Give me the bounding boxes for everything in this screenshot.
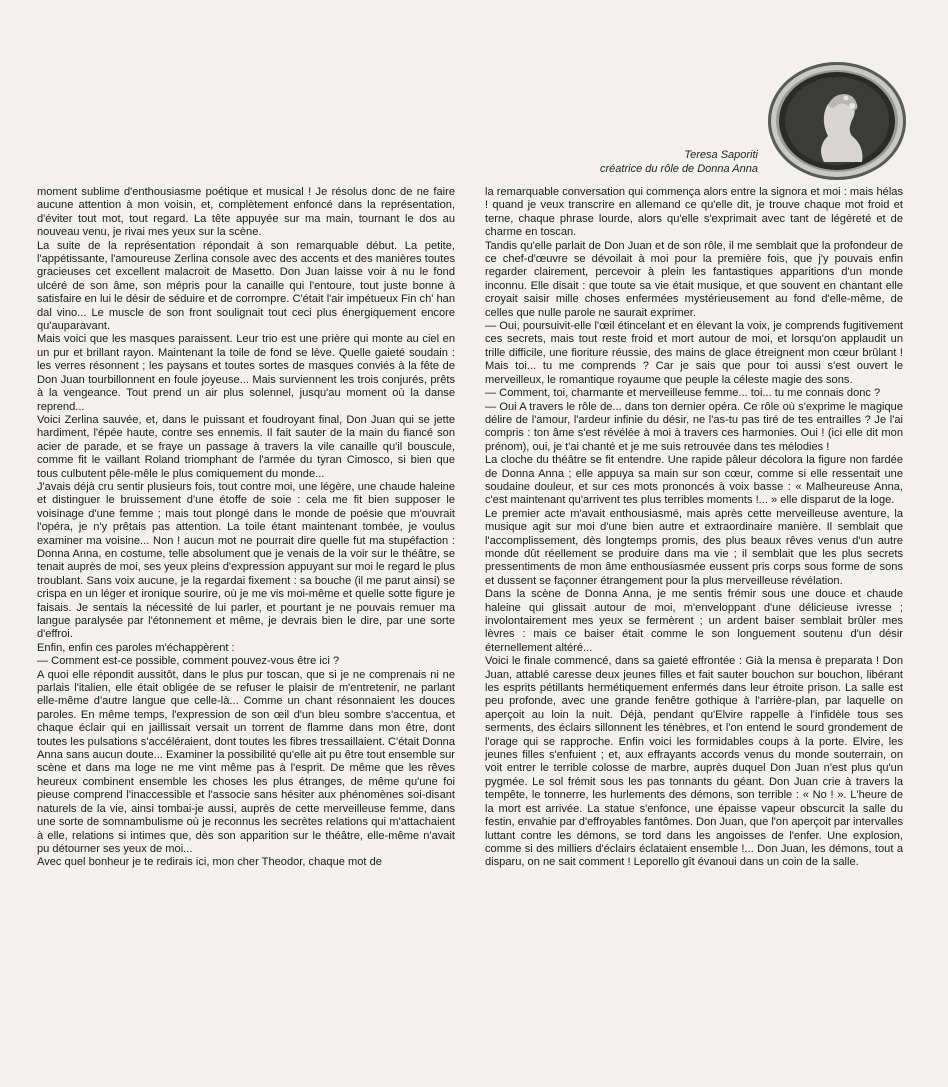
paragraph: La suite de la représentation répondait à son remarquable début. La petite, l'appétissante, l'amoureuse Zerlina console avec des accents et des manières toutes gracieuses cet excellent malacroit de Masetto. Don Juan laisse voir à nu le fond ulcéré de son âme, son mépris pour la canaille qui l'entoure, tout juste bonne à satisfaire en lui le désir de séduire et de corrompre. C'était l'air impétueux Fin ch' han dal vino... Le muscle de son front soulignait tout ceci plus énergiquement encore qu'auparavant.	[37, 239, 455, 333]
paragraph: la remarquable conversation qui commença alors entre la signora et moi : mais hélas ! quand je veux transcrire en allemand ce qu'elle dit, je trouve chaque mot froid et terne, chaque phrase lourde, alors qu'elle s'exprimait avec tant de légèreté et de charme en toscan.	[485, 186, 903, 239]
portrait-image	[768, 62, 906, 180]
caption-role: créatrice du rôle de Donna Anna	[600, 163, 758, 175]
paragraph: La cloche du théâtre se fit entendre. Une rapide pâleur décolora la figure non fardée de Donna Anna ; elle appuya sa main sur son cœur, comme si elle ressentait une soudaine douleur, et sur ces mots prononcés à voix basse : « Malheureuse Anna, c'est maintenant qu'arrivent tes plus terribles moments !... » elle disparut de la loge.	[485, 454, 903, 507]
paragraph: — Oui, poursuivit-elle l'œil étincelant et en élevant la voix, je comprends fugitivement ces secrets, mais tout reste froid et mort autour de moi, et lorsqu'on applaudit un trille difficile, une fioriture réussie, des mains de glace étreignent mon cœur brûlant ! Mais toi... tu me comprends ? Car je sais que pour toi aussi s'est ouvert le merveilleux, le romantique royaume que peuple la céleste magie des sons.	[485, 320, 903, 386]
paragraph: — Comment est-ce possible, comment pouvez-vous être ici ?	[37, 655, 340, 668]
paragraph: moment sublime d'enthousiasme poétique et musical ! Je résolus donc de ne faire aucune attention à mon voisin, et, complètement enfoncé dans la représentation, d'éviter tout mot, tout regard. La tête appuyée sur ma main, tournant le dos au nouveau venu, je rivai mes yeux sur la scène.	[37, 186, 455, 239]
paragraph: Tandis qu'elle parlait de Don Juan et de son rôle, il me semblait que la profondeur de ce chef-d'œuvre se dévoilait à moi pour la première fois, que j'y pouvais enfin regarder clairement, percevoir à plein les fantastiques apparitions d'un monde inconnu. Elle disait : que toute sa vie était musique, et que souvent en chantant elle croyait saisir mille choses enfermées mystérieusement au fond d'elle-même, de celles que nulle parole ne saurait exprimer.	[485, 239, 903, 319]
portrait-caption	[498, 148, 758, 176]
caption-name: Teresa Saporiti	[684, 149, 758, 161]
paragraph: A quoi elle répondit aussitôt, dans le plus pur toscan, que si je ne comprenais ni ne parlais l'italien, elle était obligée de se refuser le plaisir de m'entretenir, ne parlant elle-même d'autre langue que celle-là... Comme un chant résonnaient les douces paroles. En même temps, l'expression de son œil d'un bleu sombre s'accentua, et chaque éclair qui en jaillissait versait un torrent de flamme dans mon être, dont toutes les pulsations s'accéléraient, dont toutes les fibres tressaillaient. C'était Donna Anna sans aucun doute... Examiner la possibilité qu'elle ait pu être tout ensemble sur scène et dans ma loge ne me vint même pas à l'esprit. De même que les rêves heureux combinent ensemble les choses les plus étranges, de même qu'une foi pieuse comprend l'inaccessible et l'associe sans hésiter aux phénomènes soi-disant naturels de la vie, ainsi tombai-je aussi, auprès de cette merveilleuse femme, dans une sorte de somnambulisme où je reconnus les secrètes relations qui m'attachaient à elle, relations si intimes que, dès son apparition sur le théâtre, elle-même n'avait pu détourner ses yeux de moi...	[37, 668, 455, 855]
paragraph: Dans la scène de Donna Anna, je me sentis frémir sous une douce et chaude haleine qui glissait autour de moi, m'enveloppant d'une délicieuse ivresse ; involontairement mes yeux se fermèrent ; un ardent baiser semblait brûler mes lèvres : mais ce baiser était comme le son longuement soutenu d'un désir éternellement altéré...	[485, 588, 903, 654]
paragraph: Le premier acte m'avait enthousiasmé, mais après cette merveilleuse aventure, la musique agit sur moi d'une bien autre et extraordinaire manière. Il semblait que l'accomplissement, dès longtemps promis, des plus beaux rêves venus d'un autre monde dût réellement se produire dans ma vie ; il semblait que les plus secrets pressentiments de mon âme enthousiasmée eussent pris corps sous forme de sons et dussent se façonner étrangement pour la plus merveilleuse révélation.	[485, 507, 903, 587]
paragraph: Voici Zerlina sauvée, et, dans le puissant et foudroyant final, Don Juan qui se jette hardiment, l'épée haute, contre ses ennemis. Il fait sauter de la main du fiancé son acier de parade, et se fraye un passage à travers la vile canaille qu'il bouscule, comme fit le vaillant Roland triomphant de l'armée du tyran Cimosco, si bien que tous culbutent pêle-mêle le plus comiquement du monde...	[37, 413, 455, 480]
paragraph: — Comment, toi, charmante et merveilleuse femme... toi... tu me connais donc ?	[485, 387, 881, 400]
paragraph: Enfin, enfin ces paroles m'échappèrent :	[37, 641, 235, 654]
portrait-medallion	[768, 62, 906, 180]
left-column	[37, 186, 455, 870]
paragraph: Mais voici que les masques paraissent. Leur trio est une prière qui monte au ciel en un pur et brillant rayon. Maintenant la toile de fond se lève. Quelle gaieté soudain : les verres résonnent ; les paysans et toutes sortes de masques conviés à la fête de Don Juan tourbillonnent en foule joyeuse... Mais surviennent les trois conjurés, prêts à la vengeance. Tout prend un air plus solennel, jusqu'au moment où la danse reprend...	[37, 333, 455, 413]
right-column	[485, 186, 903, 870]
paragraph: Voici le finale commencé, dans sa gaieté effrontée : Già la mensa è preparata ! Don Juan, attablé caresse deux jeunes filles et fait sauter bouchon sur bouchon, libérant les esprits pétillants hermétiquement enfermés dans leur étroite prison. La salle est peu profonde, avec une grande fenêtre gothique à l'arrière-plan, par laquelle on aperçoit au loin la nuit. Déjà, pendant qu'Elvire rappelle à l'infidèle tous ses serments, des éclairs sillonnent les ténèbres, et l'on entend le sourd grondement de l'orage qui se rapproche. Enfin voici les formidables coups à la porte. Elvire, les jeunes filles s'enfuient ; et, aux effrayants accords venus du monde souterrain, on voit entrer le terrible colosse de marbre, auprès duquel Don Juan n'est plus qu'un pygmée. Le sol frémit sous les pas tonnants du géant. Don Juan crie à travers la tempête, le tonnerre, les hurlements des démons, son terrible : « No ! ». L'heure de la mort est arrivée. La statue s'enfonce, une épaisse vapeur obscurcit la salle du festin, envahie par d'effroyables fantômes. Don Juan, que l'on aperçoit par intervalles luttant contre les démons, se tord dans les angoisses de l'enfer. Une explosion, comme si des milliers d'éclairs éclataient ensemble !... Don Juan, les démons, tout a disparu, on ne sait comment ! Leporello gît évanoui dans un coin de la salle.	[485, 655, 903, 869]
paragraph: — Oui A travers le rôle de... dans ton dernier opéra. Ce rôle où s'exprime le magique délire de l'amour, l'ardeur infinie du désir, ne l'as-tu pas tiré de tes entrailles ? Je l'ai compris : ton âme s'est révélée à moi à travers ces harmonies. Oui ! (ici elle dit mon prénom), oui, je t'ai chanté et je me suis retrouvée dans tes mélodies !	[485, 400, 903, 453]
paragraph: Avec quel bonheur je te redirais ici, mon cher Theodor, chaque mot de	[37, 856, 382, 869]
paragraph: J'avais déjà cru sentir plusieurs fois, tout contre moi, une légère, une chaude haleine et distinguer le bruissement d'une étoffe de soie : cela me fit bien supposer le voisinage d'une femme ; mais tout plongé dans le monde de poésie que m'ouvrait l'opéra, je n'y prêtais pas attention. La toile étant maintenant tombée, je voulus examiner ma voisine... Non ! aucun mot ne pourrait dire quelle fut ma stupéfaction : Donna Anna, en costume, telle absolument que je venais de la voir sur le théâtre, se tenait auprès de moi, ses yeux pleins d'expression appuyant sur moi le regard le plus troublant. Sans voix aucune, je la regardai fixement : sa bouche (il me parut ainsi) se crispa en un léger et ironique sourire, où je me vis moi-même et quelle sotte figure je faisais. Je sentais la nécessité de lui parler, et pourtant je ne pouvais remuer ma langue paralysée par l'étonnement et même, je devrais bien le dire, par une sorte d'effroi.	[37, 480, 455, 641]
